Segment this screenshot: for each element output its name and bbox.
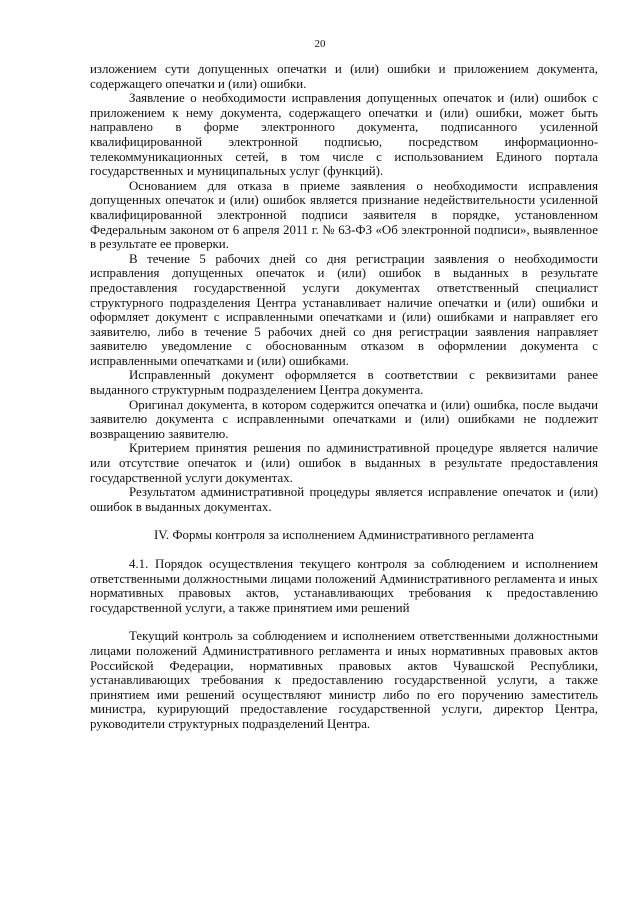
paragraph-refusal-grounds: Основанием для отказа в приеме заявления о необходимости исправления допущенных опечаток и (или) ошибок является признание недействительности усиленной квалифицированной электронной подписи заявителя в порядке, установленном Федеральным законом от 6 апреля 2011 г. № 63-ФЗ «Об электронной подписи», выявленное в результате ее проверки. — [90, 178, 598, 252]
subsection-heading: 4.1. Порядок осуществления текущего контроля за соблюдением и исполнением ответственными должностными лицами положений Административного регламента и иных нормативных правовых актов, устанавливающих требования к предоставлению государственной услуги, а также принятием ими решений — [90, 557, 598, 615]
page-number: 20 — [314, 38, 326, 50]
section-heading: IV. Формы контроля за исполнением Административного регламента — [153, 528, 535, 543]
paragraph-electronic-submission: Заявление о необходимости исправления допущенных опечаток и (или) ошибок с приложением к нему документа, содержащего опечатки и (или) ошибки, может быть направлено в форме электронного документа, подписанного усиленной квалифицированной электронной подписью, посредством информационно-телекоммуникационных сетей, в том числе с использованием Единого портала государственных и муниципальных услуг (функций). — [90, 91, 598, 179]
paragraph-corrected-document: Исправленный документ оформляется в соответствии с реквизитами ранее выданного структурным подразделением Центра документа. — [90, 368, 598, 398]
paragraph-procedure-result: Результатом административной процедуры является исправление опечаток и (или) ошибок в выданных документах. — [90, 485, 598, 514]
paragraph-original-document: Оригинал документа, в котором содержится опечатка и (или) ошибка, после выдачи заявителю документа с исправленными опечатками и (или) ошибками не подлежит возвращению заявителю. — [90, 397, 598, 441]
document-body — [90, 62, 598, 732]
paragraph-five-day-term: В течение 5 рабочих дней со дня регистрации заявления о необходимости исправления допущенных опечаток и (или) ошибок в выданных в результате предоставления государственной услуги документах ответственный специалист структурного подразделения Центра устанавливает наличие опечатки и (или) ошибки и оформляет документ с исправленными опечатками и (или) ошибками и направляет его заявителю, либо в течение 5 рабочих дней со дня регистрации заявления направляет заявителю уведомление с обоснованным отказом в оформлении документа с исправленными опечатками и (или) ошибками. — [90, 251, 598, 368]
paragraph-current-control: Текущий контроль за соблюдением и исполнением ответственными должностными лицами положений Административного регламента и иных нормативных правовых актов Российской Федерации, нормативных правовых актов Чувашской Республики, устанавливающих требования к предоставлению государственной услуги, а также принятием ими решений осуществляют министр либо по его поручению заместитель министра, курирующий предоставление государственной услуги, директор Центра, руководители структурных подразделений Центра. — [90, 629, 598, 731]
paragraph-continuation: изложением сути допущенных опечатки и (или) ошибки и приложением документа, содержащего опечатки и (или) ошибки. — [90, 62, 598, 91]
paragraph-decision-criteria: Критерием принятия решения по административной процедуре является наличие или отсутствие опечаток и (или) ошибок в выданных в результате предоставления государственной услуги документах. — [90, 441, 598, 485]
